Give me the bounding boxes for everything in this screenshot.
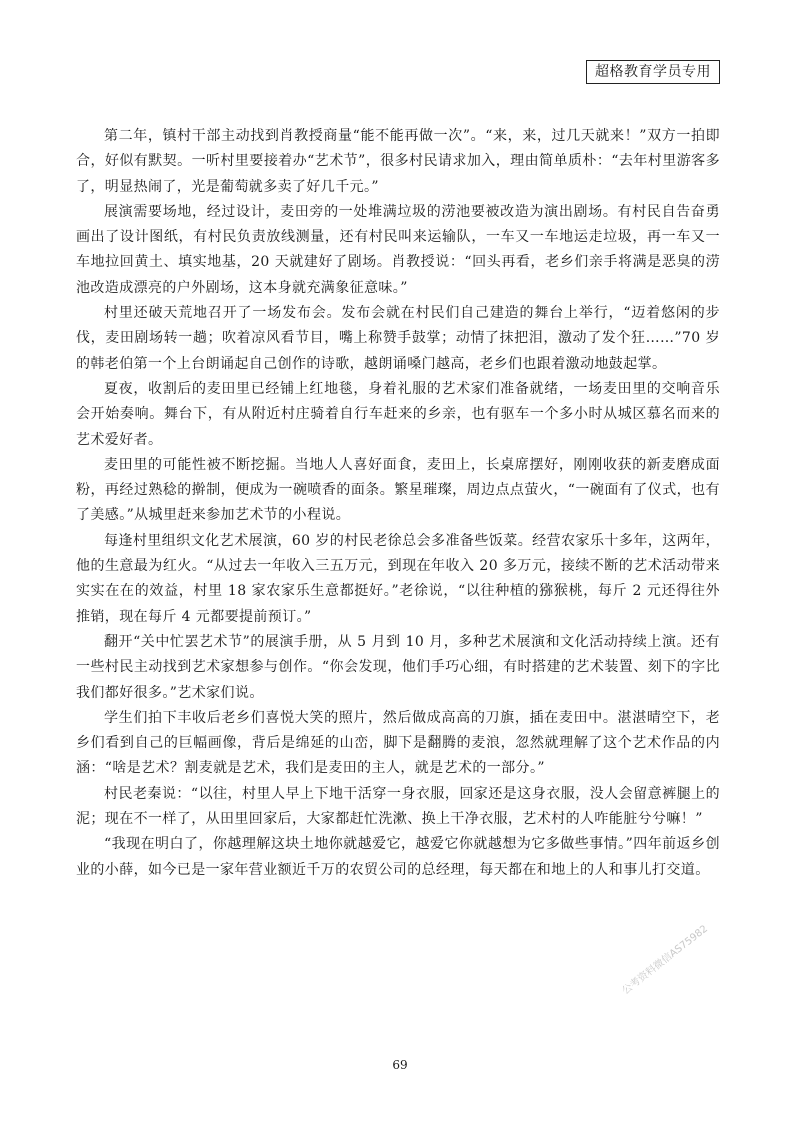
paragraph: 翻开“关中忙罢艺术节”的展演手册，从 5 月到 10 月，多种艺术展演和文化活动持续上演。还有一些村民主动找到艺术家想参与创作。“你会发现，他们手巧心细，有时搭建的艺术装置、刻下的字比我们都好很多。”艺术家们说。 bbox=[76, 633, 720, 701]
paragraph: 展演需要场地，经过设计，麦田旁的一处堆满垃圾的涝池要被改造为演出剧场。有村民自告奋勇画出了设计图纸，有村民负责放线测量，还有村民叫来运输队，一车又一车地运走垃圾，再一车又一车地拉回黄土、填实地基，20 天就建好了剧场。肖教授说：“回头再看，老乡们亲手将满是恶臭的涝池改造成漂亮的户外剧场，这本身就充满象征意味。” bbox=[76, 203, 720, 296]
paragraph: 夏夜，收割后的麦田里已经铺上红地毯，身着礼服的艺术家们准备就绪，一场麦田里的交响音乐会开始奏响。舞台下，有从附近村庄骑着自行车赶来的乡亲，也有驱车一个多小时从城区慕名而来的艺术爱好者。 bbox=[76, 380, 720, 448]
header-label: 超格教育学员专用 bbox=[586, 60, 720, 84]
paragraph: 村里还破天荒地召开了一场发布会。发布会就在村民们自己建造的舞台上举行，“迈着悠闲的步伐，麦田剧场转一趟；吹着凉风看节目，嘴上称赞手鼓掌；动情了抹把泪，激动了发个狂……”70 岁的韩老伯第一个上台朗诵起自己创作的诗歌，越朗诵嗓门越高，老乡们也跟着激动地鼓起掌。 bbox=[76, 305, 720, 372]
paragraph: 每逢村里组织文化艺术展演，60 岁的村民老徐总会多准备些饭菜。经营农家乐十多年，这两年，他的生意最为红火。“从过去一年收入三五万元，到现在年收入 20 多万元，接续不断的艺术活动带来实实在在的效益，村里 18 家农家乐生意都挺好。”老徐说，“以往种植的猕猴桃，每斤 2 元还得往外推销，现在每斤 4 元都要提前预订。” bbox=[76, 532, 720, 625]
paragraph: 学生们拍下丰收后老乡们喜悦大笑的照片，然后做成高高的刀旗，插在麦田中。湛湛晴空下，老乡们看到自己的巨幅画像，背后是绵延的山峦，脚下是翻腾的麦浪，忽然就理解了这个艺术作品的内涵：“啥是艺术？割麦就是艺术，我们是麦田的主人，就是艺术的一部分。” bbox=[76, 709, 720, 777]
paragraph: 第二年，镇村干部主动找到肖教授商量“能不能再做一次”。“来，来，过几天就来！”双方一拍即合，好似有默契。一听村里要接着办“艺术节”，很多村民请求加入，理由简单质朴：“去年村里游客多了，明显热闹了，光是葡萄就多卖了好几千元。” bbox=[76, 128, 720, 195]
paragraph: 麦田里的可能性被不断挖掘。当地人人喜好面食，麦田上，长桌席摆好，刚刚收获的新麦磨成面粉，再经过熟稔的擀制，便成为一碗喷香的面条。繁星璀璨，周边点点萤火，“一碗面有了仪式，也有了美感。”从城里赶来参加艺术节的小程说。 bbox=[76, 456, 720, 524]
watermark: 公考资料微信AS75982 bbox=[620, 923, 710, 997]
paragraph: 村民老秦说：“以往，村里人早上下地干活穿一身衣服，回家还是这身衣服，没人会留意裤腿上的泥；现在不一样了，从田里回家后，大家都赶忙洗漱、换上干净衣服，艺术村的人咋能脏兮兮嘛！” bbox=[76, 785, 720, 828]
page-number: 69 bbox=[392, 1058, 408, 1072]
article-body bbox=[76, 124, 720, 883]
paragraph: “我现在明白了，你越理解这块土地你就越爱它，越爱它你就越想为它多做些事情。”四年前返乡创业的小薛，如今已是一家年营业额近千万的农贸公司的总经理，每天都在和地上的人和事儿打交道。 bbox=[76, 836, 720, 878]
